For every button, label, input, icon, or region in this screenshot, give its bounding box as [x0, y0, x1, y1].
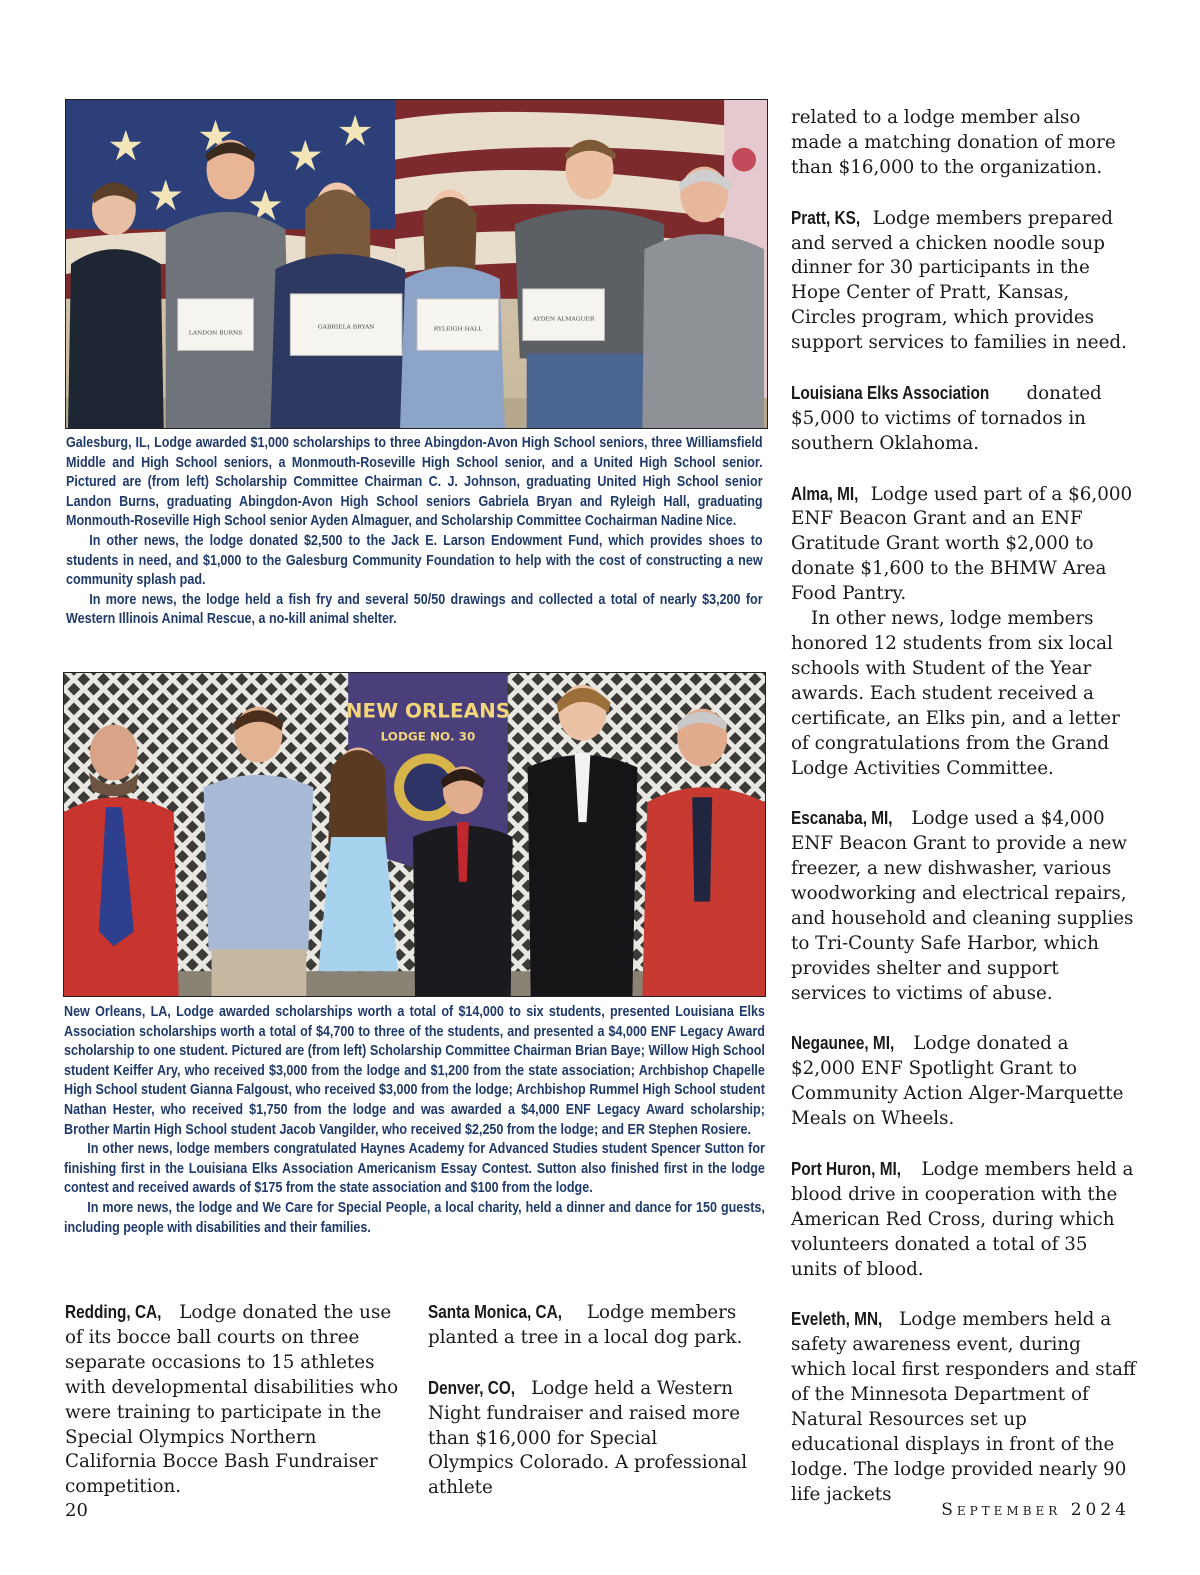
caption-paragraph: In more news, the lodge held a fish fry and several 50/50 drawings and collected a total of nearly $3,200 for Western Illinois Animal Rescue, a no-kill animal shelter.: [66, 591, 763, 628]
news-item: [791, 1031, 1136, 1132]
certificate-name: AYDEN ALMAGUER: [532, 315, 595, 323]
certificate-name: RYLEIGH HALL: [433, 325, 483, 333]
news-location: Redding, CA,: [65, 1301, 162, 1322]
news-text: Lodge members prepared and served a chicken noodle soup dinner for 30 participants in the Hope Center of Pratt, Kansas, Circles program, which provides support services to families in need.: [791, 207, 1127, 354]
news-location: Alma, MI,: [791, 482, 859, 504]
news-location: Port Huron, MI,: [791, 1157, 902, 1179]
issue-date: September 2024: [941, 1500, 1130, 1520]
news-location: Negaunee, MI,: [791, 1032, 895, 1054]
news-item: [428, 1376, 748, 1502]
news-location: Eveleth, MN,: [791, 1308, 883, 1330]
caption-paragraph: In other news, the lodge donated $2,500 to the Jack E. Larson Endowment Fund, which provides shoes to students in need, and $1,000 to the Galesburg Community Foundation to help with the cost of constructing a new community splash pad.: [66, 532, 763, 589]
middle-column: [428, 1300, 748, 1501]
news-location: Denver, CO,: [428, 1376, 516, 1398]
caption-paragraph: In other news, lodge members congratulated Haynes Academy for Advanced Studies student Spencer Sutton for finishing first in the Louisiana Elks Association Americanism Essay Contest. Sutton also finished first in the lodge contest and received awards of $175 from the state association and $100 from the lodge.: [64, 1141, 765, 1197]
news-text: donated $5,000 to victims of tornados in southern Oklahoma.: [791, 382, 1102, 454]
news-text: Lodge members held a blood drive in cooperation with the American Red Cross, during which volunteers donated a total of 35 units of blood.: [791, 1158, 1134, 1280]
news-continuation: related to a lodge member also made a matching donation of more than $16,000 to the organization.: [791, 107, 1116, 178]
caption-location: Galesburg, IL,: [66, 435, 151, 451]
caption-paragraph: In more news, the lodge and We Care for Special People, a local charity, held a dinner and dance for 150 guests, including people with disabilities and their families.: [64, 1199, 765, 1236]
news-text: Lodge members planted a tree in a local dog park.: [428, 1302, 743, 1348]
galesburg-photo: [65, 99, 768, 429]
news-location: Louisiana Elks Association: [791, 381, 990, 403]
news-item-more: In other news, lodge members honored 12 students from six local schools with Student of the Year awards. Each student received a certificate, an Elks pin, and a letter of congratulations from the Grand Lodge Activities Committee.: [791, 608, 1120, 779]
news-text: Lodge members held a safety awareness event, during which local first responders and staff of the Minnesota Department of Natural Resources set up educational displays in front of the lodge. The lodge provided nearly 90 life jackets: [791, 1309, 1136, 1505]
news-location: Pratt, KS,: [791, 206, 861, 228]
new-orleans-photo-illustration: [64, 673, 765, 996]
banner-lodge-number: LODGE NO. 30: [380, 729, 476, 744]
news-item: [791, 381, 1136, 457]
news-text: Lodge used a $4,000 ENF Beacon Grant to provide a new freezer, a new dishwasher, various woodworking and electrical repairs, and household and cleaning supplies to Tri-County Safe Harbor, which provides shelter and support services to victims of abuse.: [791, 808, 1134, 1004]
news-item: [791, 206, 1136, 356]
news-location: Santa Monica, CA,: [428, 1301, 562, 1322]
news-location: Escanaba, MI,: [791, 807, 893, 829]
news-item: [791, 806, 1136, 1006]
news-item: [65, 1300, 410, 1500]
caption-paragraph: [64, 1003, 765, 1140]
banner-title: NEW ORLEANS: [345, 699, 511, 723]
news-text: Lodge donated a $2,000 ENF Spotlight Grant to Community Action Alger-Marquette Meals on Wheels.: [791, 1033, 1124, 1130]
news-item: [428, 1300, 748, 1351]
news-item: [791, 1157, 1136, 1283]
news-text: Lodge used part of a $6,000 ENF Beacon Grant and an ENF Gratitude Grant worth $2,000 to donate $1,600 to the BHMW Area Food Pantry.: [791, 483, 1133, 605]
left-column: [65, 1300, 410, 1500]
galesburg-photo-illustration: [66, 100, 767, 428]
news-item: [791, 482, 1136, 608]
news-text: Lodge held a Western Night fundraiser and raised more than $16,000 for Special Olympics Colorado. A professional athlete: [428, 1377, 748, 1499]
caption-location: New Orleans, LA,: [64, 1004, 171, 1020]
right-column: [791, 106, 1136, 1508]
caption-text: Lodge awarded scholarships worth a total of $14,000 to six students, presented Louisiana Elks Association scholarships worth a total of $4,700 to three of the students, and presented a $4,000 ENF Legacy Award scholarship to one student. Pictured are (from left) Scholarship Committee Chairman Brian Baye; Willow High School student Keiffer Ary, who received $3,000 from the lodge and $1,200 from the state association; Archbishop Chapelle High School student Gianna Falgoust, who received $3,000 from the lodge; Archbishop Rummel High School student Nathan Hester, who received $1,750 from the lodge and was awarded a $4,000 ENF Legacy Award scholarship; Brother Martin High School student Jacob Vangilder, who received $2,250 from the lodge; and ER Stephen Rosiere.: [64, 1004, 765, 1138]
certificate-name: LANDON BURNS: [188, 329, 243, 337]
caption-paragraph: [66, 434, 763, 532]
page-number: 20: [65, 1500, 88, 1521]
news-item: [791, 1307, 1136, 1507]
galesburg-caption: [66, 434, 763, 630]
caption-text: Lodge awarded $1,000 scholarships to three Abingdon-Avon High School seniors, three Williamsfield Middle and High School seniors, a Monmouth-Roseville High School senior, and a United High School senior. Pictured are (from left) Scholarship Committee Chairman C. J. Johnson, graduating United High School senior Landon Burns, graduating Abingdon-Avon High School seniors Gabriela Bryan and Ryleigh Hall, graduating Monmouth-Roseville High School senior Ayden Almaguer, and Scholarship Committee Cochairman Nadine Nice.: [66, 435, 763, 530]
new-orleans-photo: [63, 672, 766, 997]
new-orleans-caption: [64, 1003, 765, 1238]
news-text: Lodge donated the use of its bocce ball courts on three separate occasions to 15 athletes with developmental disabilities who were training to participate in the Special Olympics Northern California Bocce Bash Fundraiser competition.: [65, 1302, 399, 1498]
certificate-name: GABRIELA BRYAN: [317, 323, 375, 331]
